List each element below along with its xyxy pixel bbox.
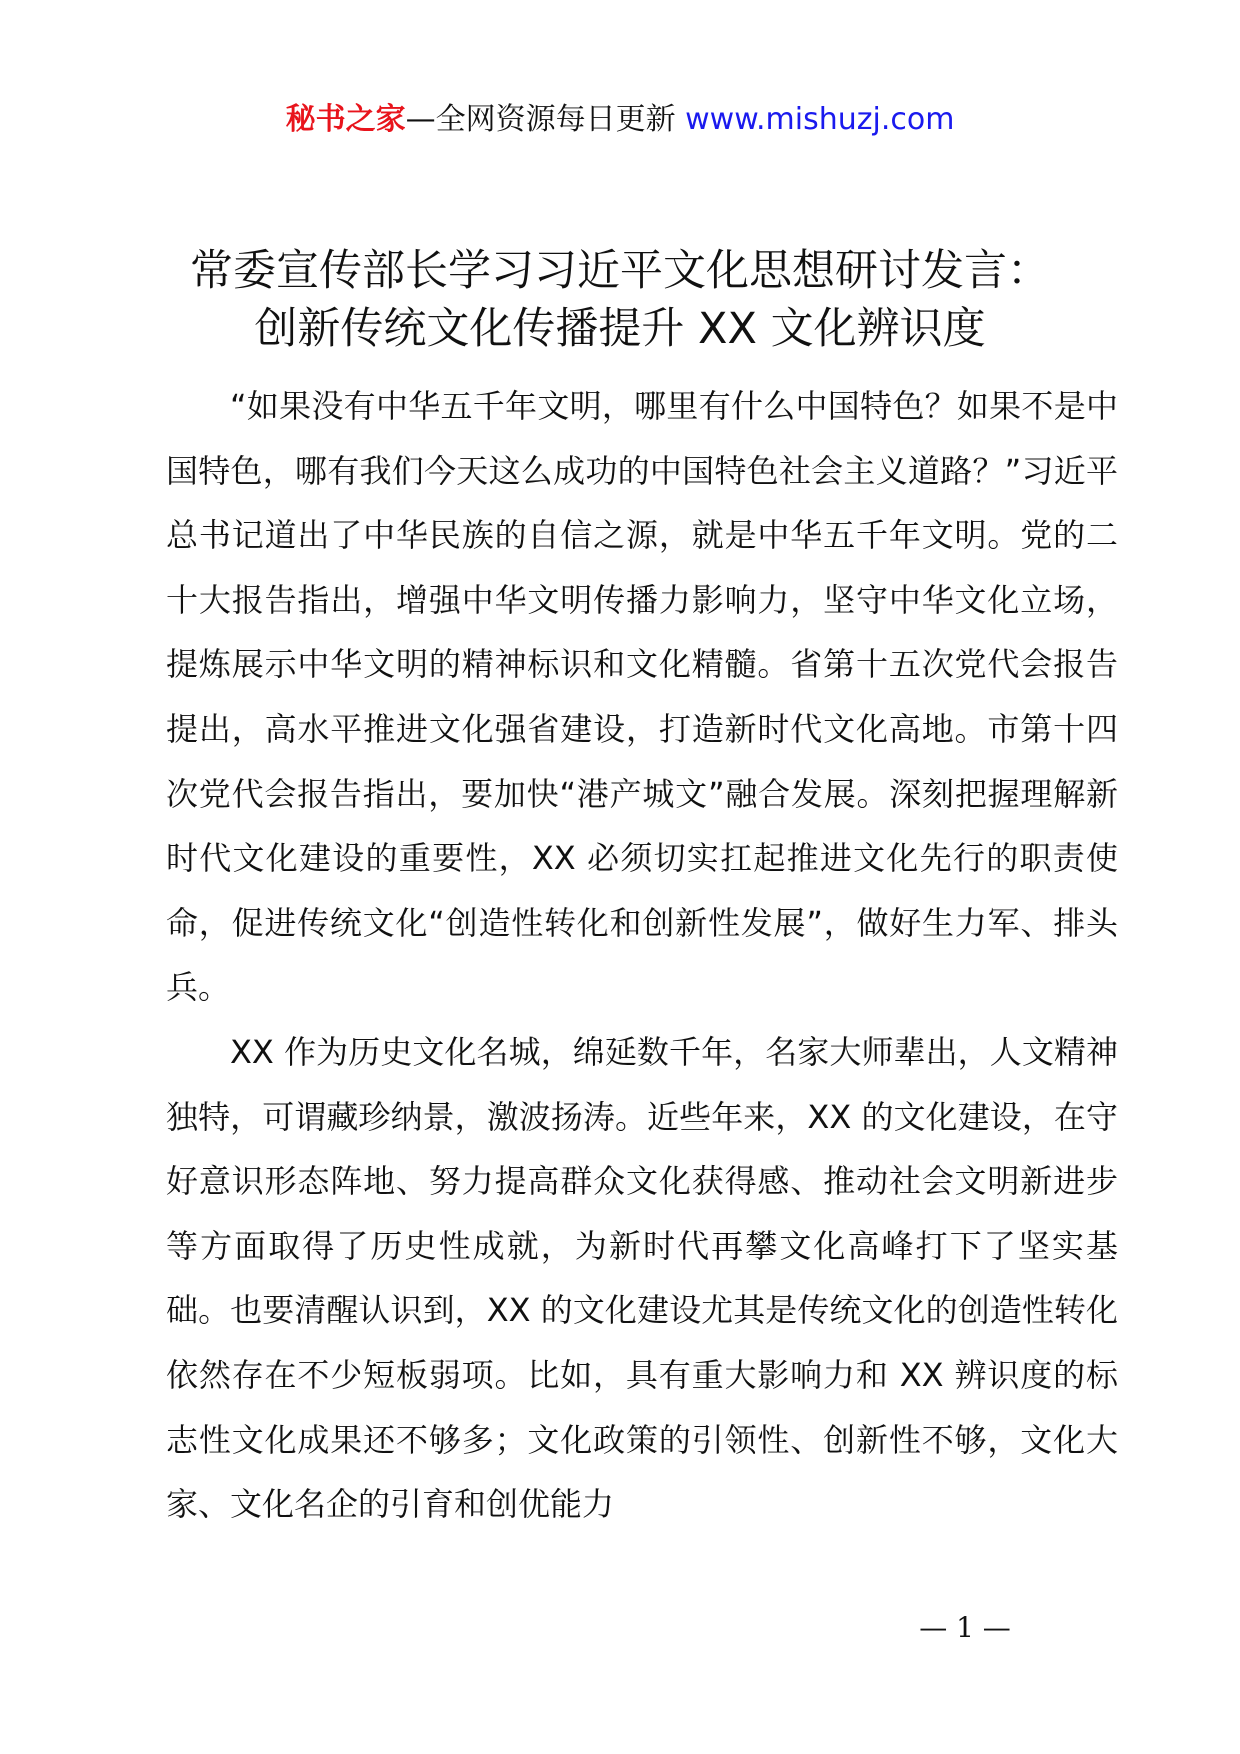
site-url-link[interactable]: www.mishuzj.com: [685, 102, 955, 137]
page-number: — 1 —: [919, 1611, 1011, 1644]
title-line-1: 常委宣传部长学习习近平文化思想研讨发言：: [190, 246, 1050, 296]
title-line-2: 创新传统文化传播提升 XX 文化辨识度: [254, 304, 986, 354]
site-brand: 秘书之家: [285, 102, 406, 137]
document-body: [166, 374, 1118, 1537]
site-tagline: —全网资源每日更新: [405, 102, 676, 137]
site-header: [0, 100, 1240, 140]
body-paragraph-1: “如果没有中华五千年文明，哪里有什么中国特色？如果不是中国特色，哪有我们今天这么成功的中国特色社会主义道路？”习近平总书记道出了中华民族的自信之源，就是中华五千年文明。党的二十大报告指出，增强中华文明传播力影响力，坚守中华文化立场，提炼展示中华文明的精神标识和文化精髓。省第十五次党代会报告提出，高水平推进文化强省建设，打造新时代文化高地。市第十四次党代会报告指出，要加快“港产城文”融合发展。深刻把握理解新时代文化建设的重要性，XX 必须切实扛起推进文化先行的职责使命，促进传统文化“创造性转化和创新性发展”，做好生力军、排头兵。: [166, 387, 1118, 1007]
document-title: [130, 242, 1110, 358]
body-paragraph-2: XX 作为历史文化名城，绵延数千年，名家大师辈出，人文精神独特，可谓藏珍纳景，激波扬涛。近些年来，XX 的文化建设，在守好意识形态阵地、努力提高群众文化获得感、推动社会文明新进步等方面取得了历史性成就，为新时代再攀文化高峰打下了坚实基础。也要清醒认识到，XX 的文化建设尤其是传统文化的创造性转化依然存在不少短板弱项。比如，具有重大影响力和 XX 辨识度的标志性文化成果还不够多；文化政策的引领性、创新性不够，文化大家、文化名企的引育和创优能力: [166, 1032, 1118, 1524]
